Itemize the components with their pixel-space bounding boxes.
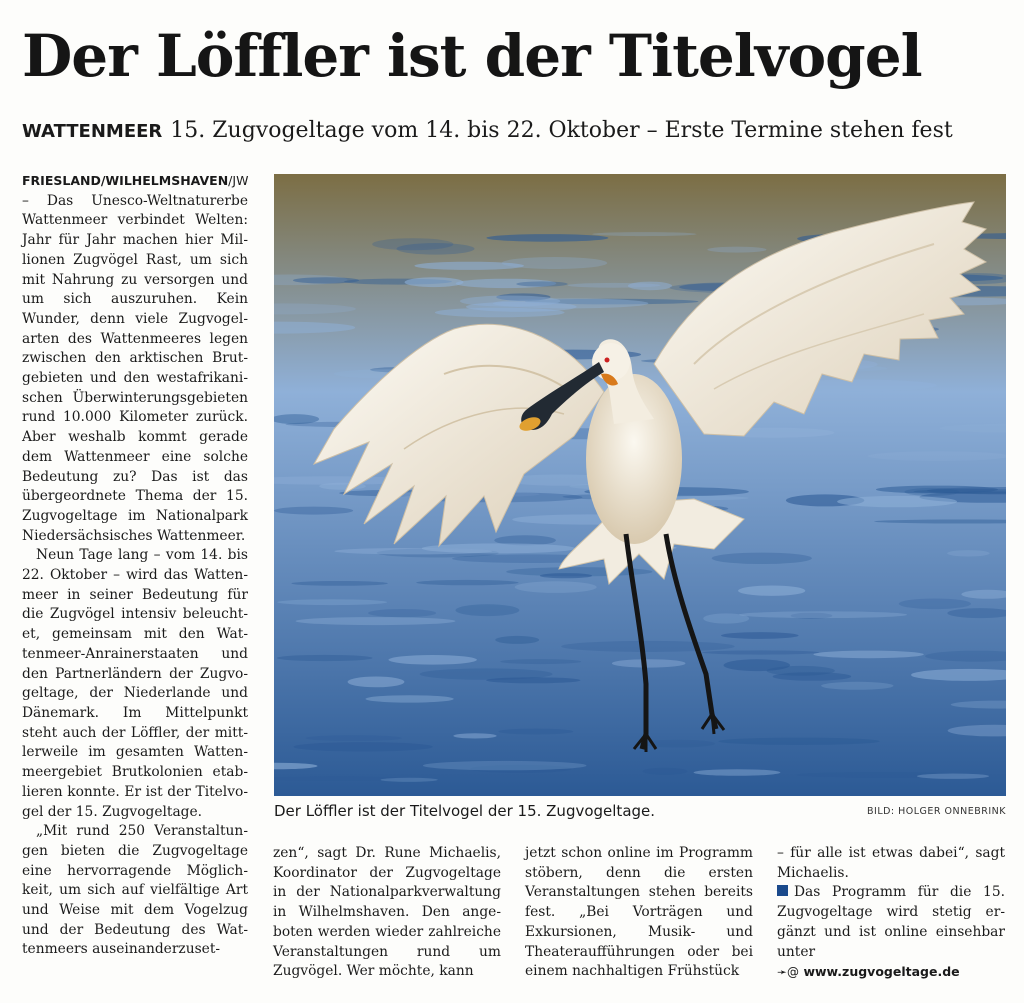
- photo-caption: Der Löffler ist der Titelvogel der 15. Zugvogeltage.: [274, 802, 656, 820]
- water-ripple: [515, 581, 597, 593]
- water-ripple: [334, 548, 492, 554]
- water-ripple: [721, 632, 799, 639]
- water-ripple: [724, 659, 790, 671]
- water-ripple: [498, 729, 573, 735]
- water-ripple: [293, 742, 432, 751]
- water-ripple: [277, 599, 387, 605]
- water-ripple: [738, 586, 805, 596]
- water-ripple: [628, 282, 672, 291]
- subheadline-kicker: WATTENMEER: [22, 121, 163, 142]
- photo-credit: BILD: HOLGER ONNEBRINK: [867, 806, 1006, 817]
- water-ripple: [561, 641, 735, 652]
- water-ripple: [821, 682, 893, 690]
- water-ripple: [712, 553, 812, 564]
- dateline: FRIESLAND/WILHELMSHAVEN/JW: [22, 173, 249, 188]
- water-ripple: [899, 599, 971, 610]
- column-3-text: jetzt schon online im Programm stöbern, denn die ersten Veranstaltungen stehen bereits fest. „Bei Vorträgen und Exkursionen, Musik- und Theateraufführungen oder bei einem nachhaltigen Frühstück: [525, 845, 753, 980]
- water-ripple: [917, 774, 989, 779]
- dateline-author: JW: [232, 173, 249, 188]
- article-column-2: [273, 844, 501, 982]
- water-ripple: [947, 550, 990, 556]
- water-ripple: [495, 636, 539, 644]
- column-2-text: zen“, sagt Dr. Rune Michaelis, Koordinator der Zugvogeltage in der Nationalparkverwaltung in Wilhelmshaven. Den angeboten werden wieder zahlreiche Veranstaltungen rund um Zugvögel. Wer möchte, kann: [273, 845, 501, 980]
- water-ripple: [868, 451, 1006, 461]
- water-ripple: [702, 650, 820, 654]
- web-link-line: [777, 962, 1005, 983]
- info-bullet-icon: [777, 885, 788, 896]
- link-arrow-icon: ➛@: [777, 965, 800, 980]
- column-4-text: – für alle ist etwas dabei“, sagt Michaelis.: [777, 845, 1005, 881]
- paragraph-1-text: – Das Unesco-Weltnaturerbe Wattenmeer verbindet Welten: Jahr für Jahr machen hier Millionen Zugvögel Rast, um sich mit Nahrung zu versorgen und um sich auszuruhen. Kein Wunder, denn viele Zugvogelarten des Wattenmeeres legen zwischen den arktischen Brutgebieten und den westafrikanischen Überwinterungsgebieten rund 10.000 Kilometer zurück. Aber weshalb kommt gerade dem Wattenmeer eine solche Bedeutung zu? Das ist das übergeordnete Thema der 15. Zugvogeltage im Nationalpark Niedersächsisches Wattenmeer.: [22, 192, 248, 544]
- water-ripple: [380, 778, 437, 782]
- water-ripple: [694, 769, 781, 776]
- dateline-place: FRIESLAND/WILHELMSHAVEN: [22, 173, 229, 188]
- headline: Der Löffler ist der Titelvogel: [22, 22, 922, 90]
- water-ripple: [453, 733, 496, 738]
- subheadline: [22, 116, 1012, 147]
- water-ripple: [274, 507, 353, 515]
- water-ripple: [305, 735, 402, 741]
- water-ripple: [500, 659, 581, 664]
- water-ripple: [368, 609, 436, 617]
- spoonbill-photo: [274, 174, 1006, 796]
- bird-eye: [605, 358, 610, 363]
- water-ripple: [837, 496, 957, 507]
- water-ripple: [366, 695, 454, 702]
- water-ripple: [592, 232, 696, 236]
- article-column-3: [525, 844, 753, 982]
- water-ripple: [405, 277, 464, 287]
- water-ripple: [540, 573, 592, 578]
- info-text: Das Programm für die 15. Zugvogeltage wird stetig ergänzt und ist online einsehbar unter: [777, 884, 1005, 960]
- water-ripple: [460, 296, 560, 307]
- article-paragraph-1: [22, 171, 248, 546]
- water-ripple: [389, 655, 477, 665]
- article-column-4: [777, 844, 1005, 983]
- water-ripple: [435, 308, 565, 318]
- water-ripple: [420, 668, 553, 679]
- water-ripple: [643, 768, 688, 775]
- info-box: [777, 883, 1005, 962]
- water-ripple: [516, 281, 567, 286]
- water-ripple: [813, 651, 923, 659]
- water-ripple: [486, 234, 608, 242]
- subheadline-text: 15. Zugvogeltage vom 14. bis 22. Oktober – Erste Termine stehen fest: [170, 118, 953, 143]
- water-ripple: [456, 604, 520, 616]
- water-ripple: [277, 655, 373, 661]
- article-column-1: [22, 171, 248, 960]
- article-paragraph-3: „Mit rund 250 Veranstaltungen bieten die Zugvogeltage eine hervorragende Möglichkeit, um sich auf vielfältige Art und Weise mit dem Vogelzug und der Bedeutung des Wattenmeers auseinanderzuset-: [22, 823, 248, 958]
- web-link[interactable]: www.zugvogeltage.de: [803, 964, 960, 980]
- water-ripple: [348, 677, 405, 688]
- water-ripple: [291, 581, 387, 586]
- photo-spoonbill: [274, 174, 1006, 796]
- water-ripple: [423, 761, 587, 770]
- water-ripple: [718, 738, 879, 745]
- water-ripple: [739, 611, 907, 618]
- water-ripple: [414, 262, 524, 270]
- article-paragraph-2: Neun Tage lang – vom 14. bis 22. Oktober – wird das Wattenmeer in seiner Bedeutung für die Zugvögel intensiv beleuchtet, gemeinsam mit den Wattenmeer-Anrainerstaaten und den Partnerländern der Zugvogeltage, der Niederlande und Dänemark. Im Mittelpunkt steht auch der Löffler, der mittlerweile im gesamten Wattenmeergebiet Brutkolonien etablieren konnte. Er ist der Titelvogel der 15. Zugvogeltage.: [22, 547, 248, 820]
- water-ripple: [707, 247, 766, 253]
- water-ripple: [397, 243, 475, 255]
- water-ripple: [612, 659, 686, 667]
- water-ripple: [416, 580, 518, 585]
- water-ripple: [296, 617, 456, 625]
